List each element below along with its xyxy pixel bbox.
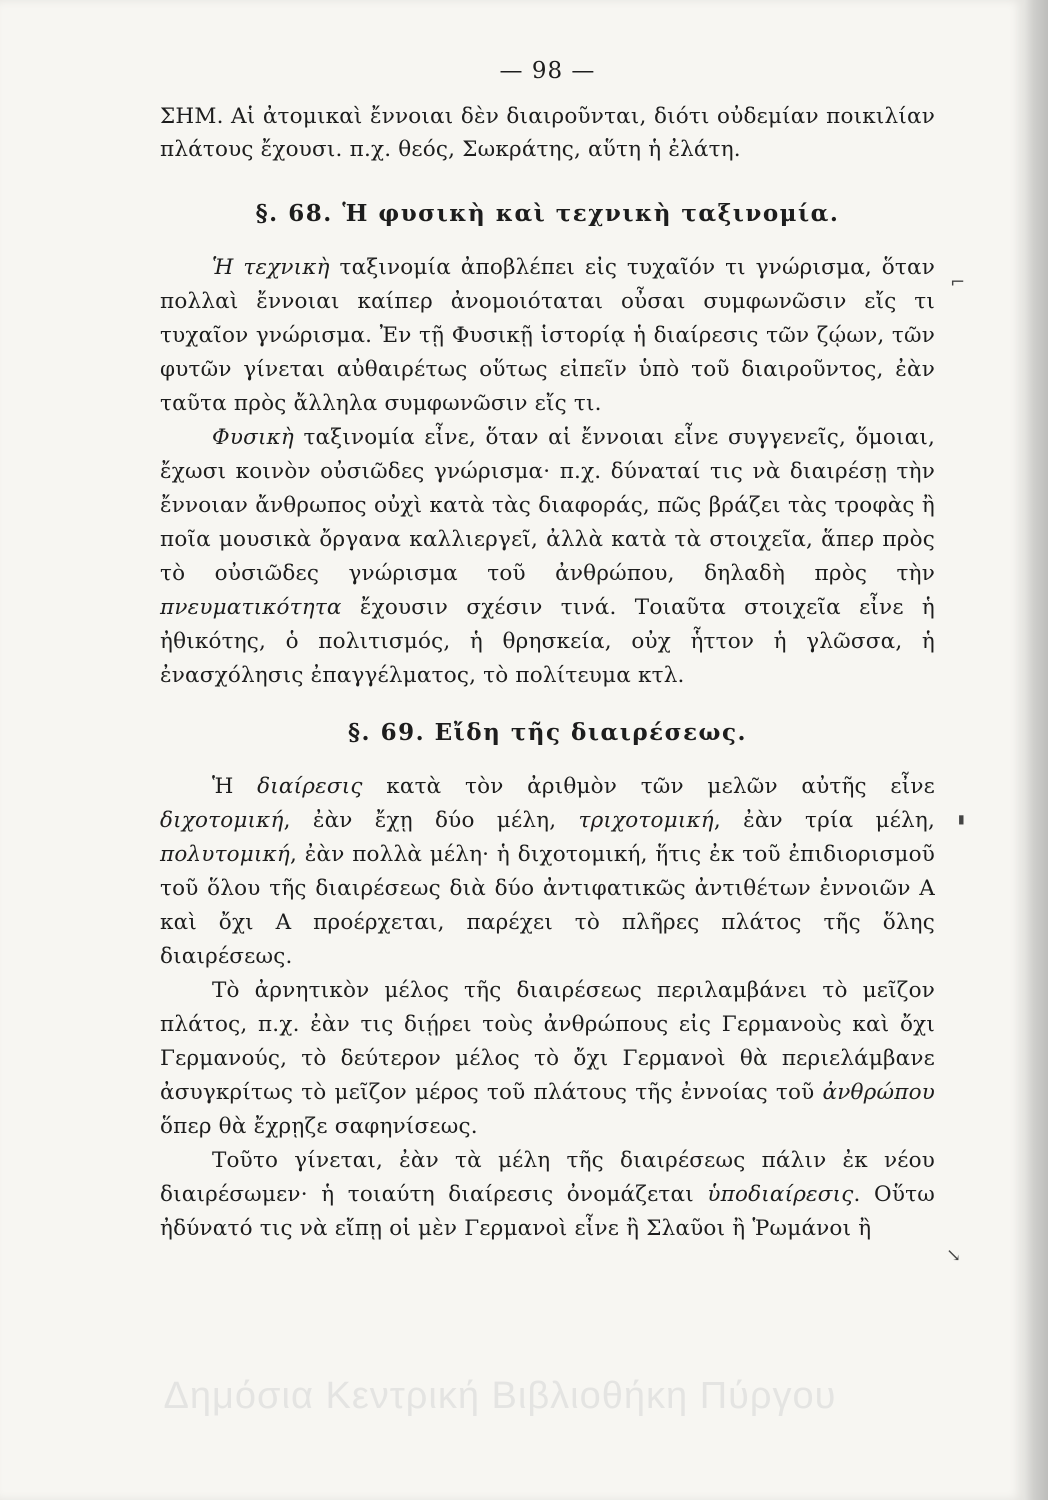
page-edge <box>1024 0 1048 1500</box>
paragraph-natural-classification: Φυσικὴ ταξινομία εἶνε, ὅταν αἱ ἔννοιαι εἶνε συγγενεῖς, ὅμοιαι, ἔχωσι κοινὸν οὐσιῶδες γνώρισμα· π.χ. δύναταί τις νὰ διαιρέσῃ τὴν ἔννοιαν ἄνθρωπος οὐχὶ κατὰ τὰς διαφοράς, πῶς βράζει τὰς τροφὰς ἢ ποῖα μουσικὰ ὄργανα καλλιεργεῖ, ἀλλὰ κατὰ τὰ στοιχεῖα, ἅπερ πρὸς τὸ οὐσιῶδες γνώρισμα τοῦ ἀνθρώπου, δηλαδὴ πρὸς τὴν πνευματικότητα ἔχουσιν σχέσιν τινά. Τοιαῦτα στοιχεῖα εἶνε ἡ ἠθικότης, ὁ πολιτισμός, ἡ θρησκεία, οὐχ ἧττον ἡ γλῶσσα, ἡ ἐνασχόλησις ἐπαγγέλματος, τὸ πολίτευμα κτλ. <box>160 425 935 688</box>
text-column <box>160 58 935 1246</box>
term-spirituality: πνευματικότητα <box>160 595 342 620</box>
page-number: — 98 — <box>499 58 596 84</box>
library-watermark: Δημόσια Κεντρική Βιβλιοθήκη Πύργου <box>163 1375 837 1417</box>
margin-arrow-mark: ↘ <box>946 1245 962 1266</box>
term-natural: Φυσικὴ <box>212 425 294 450</box>
margin-tick-mark: ⌐ <box>950 272 966 293</box>
term-technical: Ἡ τεχνικὴ <box>212 255 330 280</box>
paragraph-subdivision: Τοῦτο γίνεται, ἐὰν τὰ μέλη τῆς διαιρέσεως πάλιν ἐκ νέου διαιρέσωμεν· ἡ τοιαύτη διαίρεσις ὀνομάζεται ὑποδιαίρεσις. Οὕτω ἠδύνατό τις νὰ εἴπῃ οἱ μὲν Γερμανοὶ εἶνε ἢ Σλαῦοι ἢ Ῥωμάνοι ἢ <box>160 1148 935 1241</box>
section-68-heading: §. 68. Ἡ φυσικὴ καὶ τεχνικὴ ταξινομία. <box>255 200 840 227</box>
paragraph-division-types: Ἡ διαίρεσις κατὰ τὸν ἀριθμὸν τῶν μελῶν αὐτῆς εἶνε διχοτομική, ἐὰν ἔχῃ δύο μέλη, τριχοτομική, ἐὰν τρία μέλη, πολυτομική, ἐὰν πολλὰ μέλη· ἡ διχοτομική, ἥτις ἐκ τοῦ ἐπιδιορισμοῦ τοῦ ὅλου τῆς διαιρέσεως διὰ δύο ἀντιφατικῶς ἀντιθέτων ἐννοιῶν Α καὶ ὄχι Α προέρχεται, παρέχει τὸ πλῆρες πλάτος τῆς ὅλης διαιρέσεως. <box>160 774 935 969</box>
paragraph-negative-member: Τὸ ἀρνητικὸν μέλος τῆς διαιρέσεως περιλαμβάνει τὸ μεῖζον πλάτος, π.χ. ἐὰν τις διῄρει τοὺς ἀνθρώπους εἰς Γερμανοὺς καὶ ὄχι Γερμανούς, τὸ δεύτερον μέλος τὸ ὄχι Γερμανοὶ θὰ περιελάμβανε ἀσυγκρίτως τὸ μεῖζον μέρος τοῦ πλάτους τῆς ἐννοίας τοῦ ἀνθρώπου ὅπερ θὰ ἔχρῃζε σαφηνίσεως. <box>160 978 935 1139</box>
paragraph-technical-classification: Ἡ τεχνικὴ ταξινομία ἀποβλέπει εἰς τυχαῖόν τι γνώρισμα, ὅταν πολλαὶ ἔννοιαι καίπερ ἀνομοιόταται οὖσαι συμφωνῶσιν εἴς τι τυχαῖον γνώρισμα. Ἐν τῇ Φυσικῇ ἱστορίᾳ ἡ διαίρεσις τῶν ζῴων, τῶν φυτῶν γίνεται αὐθαιρέτως οὕτως εἰπεῖν ὑπὸ τοῦ διαιροῦντος, ἐὰν ταῦτα πρὸς ἄλληλα συμφωνῶσιν εἴς τι. <box>160 255 935 416</box>
margin-ink-blot: ▮ <box>958 812 965 826</box>
section-69-heading: §. 69. Εἴδη τῆς διαιρέσεως. <box>348 719 747 746</box>
note-paragraph: ΣΗΜ. Αἱ ἀτομικαὶ ἔννοιαι δὲν διαιροῦνται, διότι οὐδεμίαν ποικιλίαν πλάτους ἔχουσι. π.χ. θεός, Σωκράτης, αὕτη ἡ ἐλάτη. <box>160 104 935 162</box>
